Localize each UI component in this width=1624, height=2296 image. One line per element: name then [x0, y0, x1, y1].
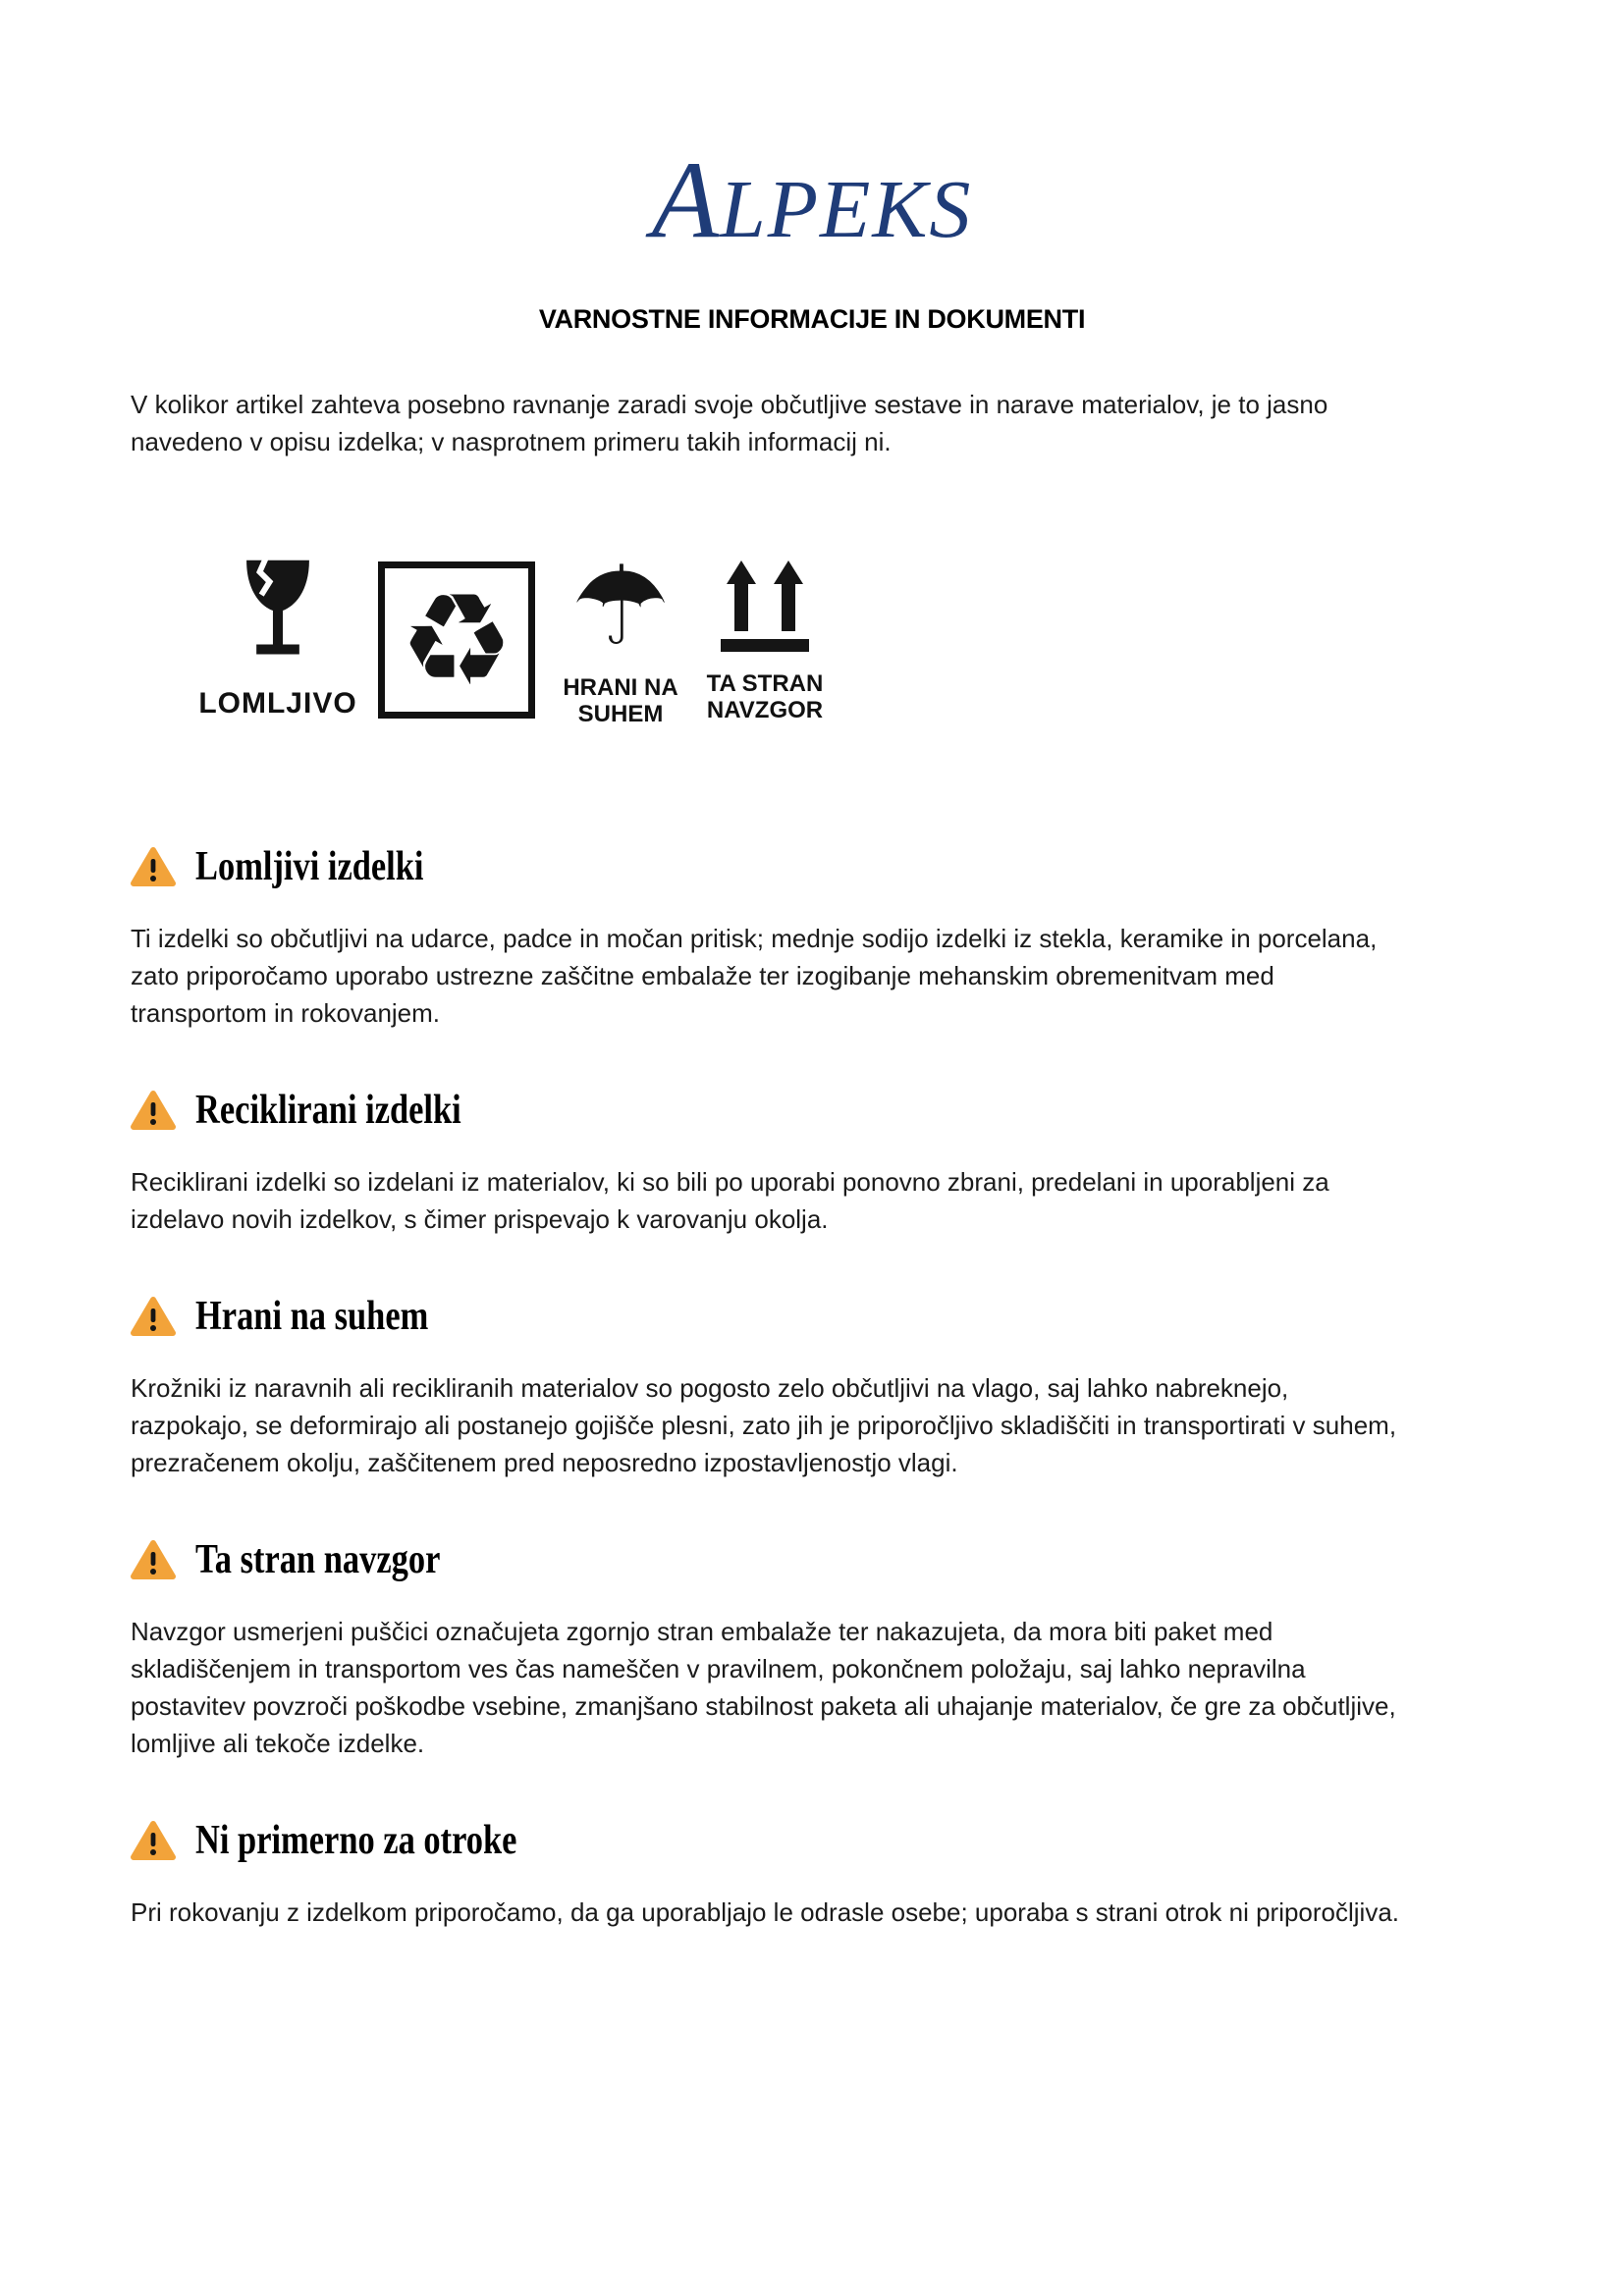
- section-reciklirani-izdelki: [131, 1087, 1493, 1238]
- keep-dry-label-line2: SUHEM: [577, 701, 664, 727]
- recycle-icon: [378, 561, 535, 719]
- packaging-icons-row: [198, 543, 1493, 727]
- alpeks-logo: [131, 139, 1493, 261]
- fragile-label: LOMLJIVO: [198, 687, 357, 720]
- section-paragraph: Navzgor usmerjeni puščici označujeta zgornjo stran embalaže ter nakazujeta, da mora biti paket med skladiščenjem in transportom ves čas nameščen v pravilnem, pokončnem položaju, saj lahko nepravilna postavitev povzroči poškodbe vsebine, zmanjšano stabilnost paketa ali uhajanje materialov, če gre za občutljive, lomljive ali tekoče izdelke.: [131, 1617, 1396, 1758]
- section-heading-row: [131, 1817, 1493, 1864]
- keep-dry-label-line1: HRANI NA: [563, 674, 678, 701]
- keep-dry-label: [563, 674, 677, 727]
- broken-glass-icon: [237, 559, 319, 658]
- umbrella-icon: ☂: [570, 543, 671, 670]
- warning-icon: [131, 1539, 176, 1580]
- section-paragraph: Reciklirani izdelki so izdelani iz materialov, ki so bili po uporabi ponovno zbrani, predelani in uporabljeni za izdelavo novih izdelkov, s čimer prispevajo k varovanju okolja.: [131, 1167, 1329, 1234]
- section-ni-primerno-za-otroke: [131, 1817, 1493, 1931]
- this-side-up-label-line2: NAVZGOR: [706, 697, 824, 723]
- warning-icon: [131, 1090, 176, 1131]
- warning-icon: [131, 1296, 176, 1337]
- recycle-glyph: ♻: [399, 565, 514, 715]
- section-heading-row: [131, 1293, 1493, 1340]
- this-side-up-symbol: [706, 559, 824, 723]
- section-title: Ta stran navzgor: [195, 1537, 441, 1582]
- section-lomljivi-izdelki: [131, 843, 1493, 1032]
- warning-icon: [131, 846, 176, 887]
- recycle-symbol: [378, 559, 535, 719]
- keep-dry-symbol: [557, 543, 684, 727]
- section-title: Lomljivi izdelki: [195, 844, 424, 889]
- fragile-symbol: [199, 559, 356, 721]
- logo-first-letter: A: [651, 139, 721, 261]
- section-hrani-na-suhem: [131, 1293, 1493, 1481]
- arrows-up-icon: [719, 559, 811, 657]
- logo-rest: LPEKS: [720, 164, 973, 255]
- section-title: Reciklirani izdelki: [195, 1088, 461, 1133]
- warning-icon: [131, 1820, 176, 1861]
- section-ta-stran-navzgor: [131, 1536, 1493, 1762]
- section-paragraph: Krožniki iz naravnih ali recikliranih materialov so pogosto zelo občutljivi na vlago, saj lahko nabreknejo, razpokajo, se deformirajo ali postanejo gojišče plesni, zato jih je priporočljivo skladiščiti in transportirati v suhem, prezračenem okolju, zaščitenem pred neposredno izpostavljenostjo vlagi.: [131, 1373, 1397, 1477]
- section-heading-row: [131, 1536, 1493, 1583]
- page-title: VARNOSTNE INFORMACIJE IN DOKUMENTI: [538, 304, 1086, 334]
- section-title: Hrani na suhem: [195, 1294, 429, 1339]
- section-paragraph: Pri rokovanju z izdelkom priporočamo, da ga uporabljajo le odrasle osebe; uporaba s strani otrok ni priporočljiva.: [131, 1897, 1400, 1927]
- section-title: Ni primerno za otroke: [195, 1818, 517, 1863]
- section-heading-row: [131, 843, 1493, 890]
- intro-paragraph: V kolikor artikel zahteva posebno ravnanje zaradi svoje občutljive sestave in narave materialov, je to jasno navedeno v opisu izdelka; v nasprotnem primeru takih informacij ni.: [131, 390, 1328, 456]
- this-side-up-label: [707, 670, 824, 723]
- this-side-up-label-line1: TA STRAN: [706, 670, 824, 697]
- section-heading-row: [131, 1087, 1493, 1134]
- section-paragraph: Ti izdelki so občutljivi na udarce, padce in močan pritisk; mednje sodijo izdelki iz stekla, keramike in porcelana, zato priporočamo uporabo ustrezne zaščitne embalaže ter izogibanje mehanskim obremenitvam med transportom in rokovanjem.: [131, 924, 1378, 1028]
